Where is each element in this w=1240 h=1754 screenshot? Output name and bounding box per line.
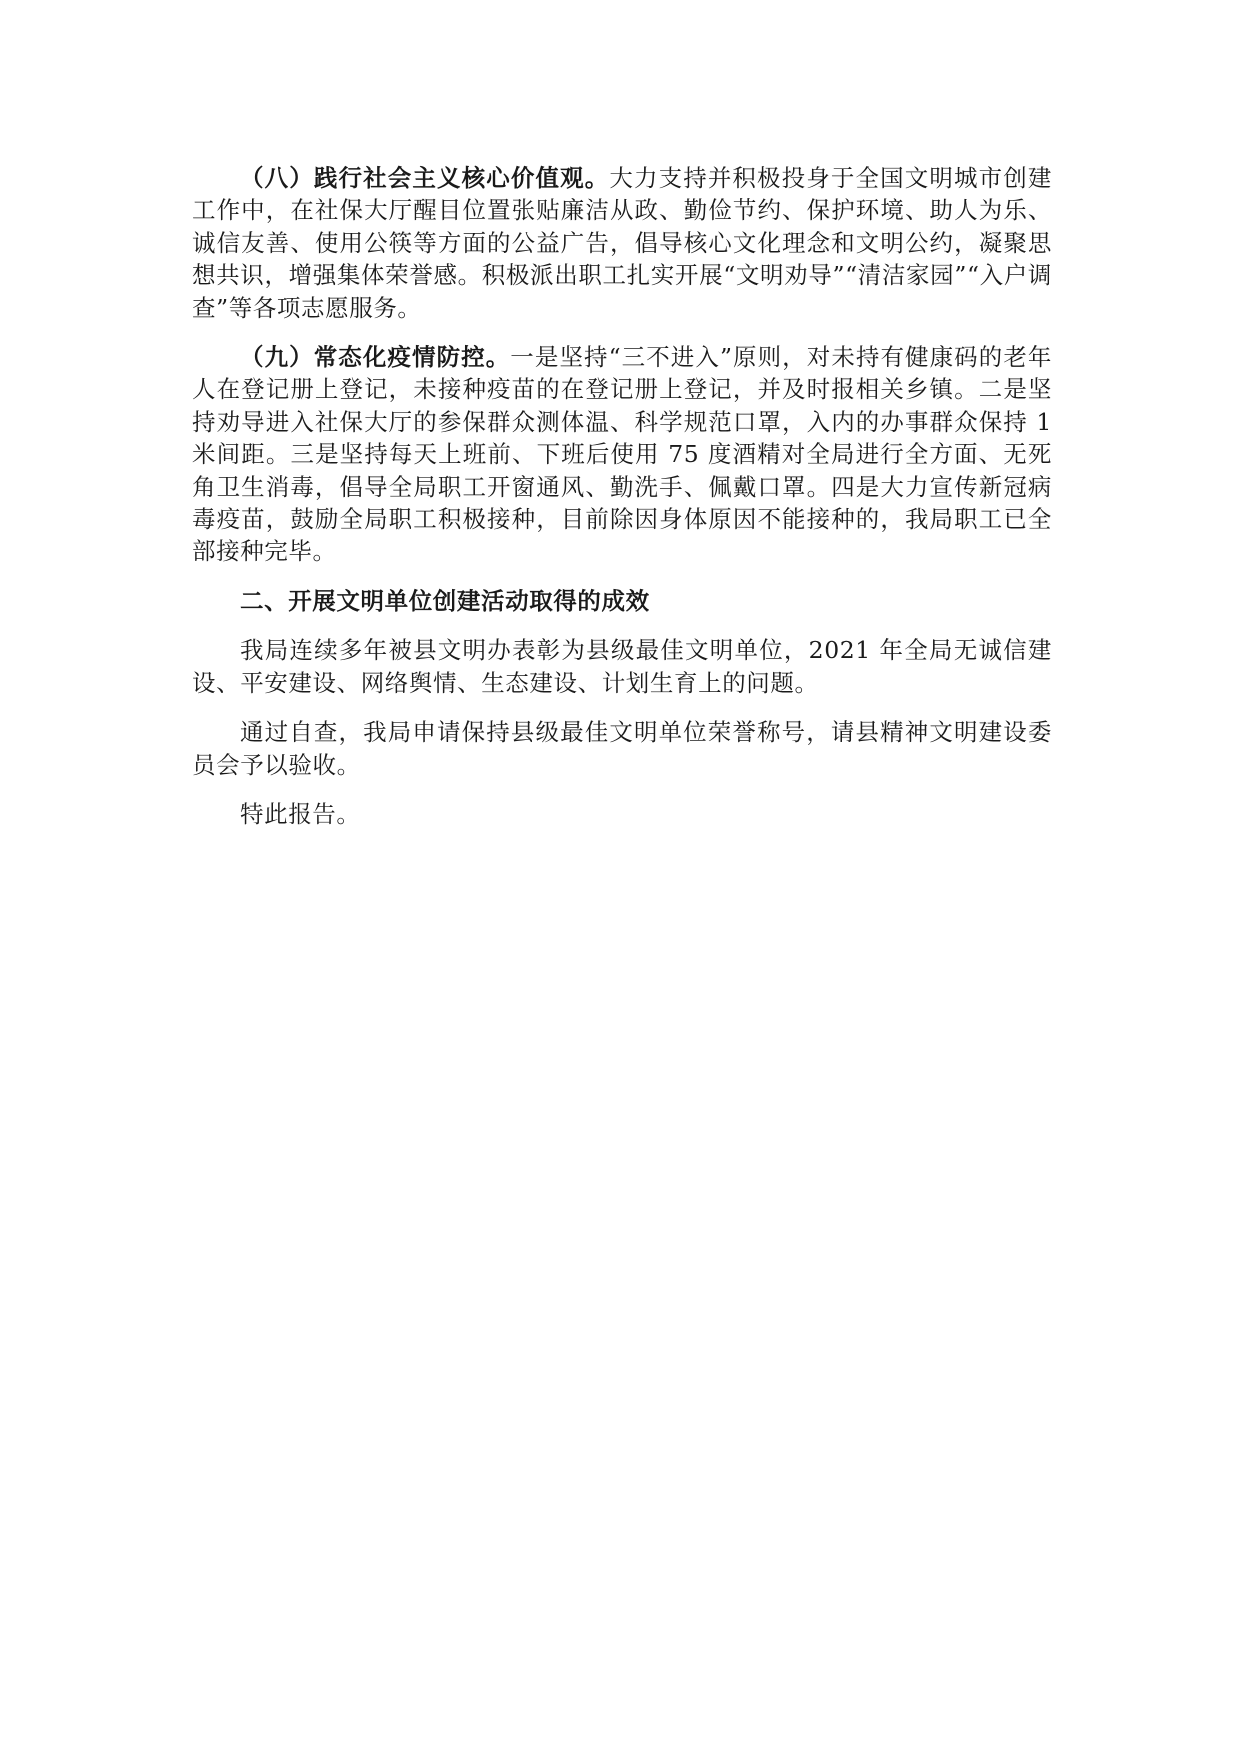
paragraph-lead: （九）常态化疫情防控。 <box>240 343 511 372</box>
paragraph-lead: （八）践行社会主义核心价值观。 <box>240 164 610 192</box>
paragraph-application <box>192 716 1052 781</box>
paragraph-text: 我局连续多年被县文明办表彰为县级最佳文明单位，2021 年全局无诚信建设、平安建设、网络舆情、生态建设、计划生育上的问题。 <box>192 636 1052 697</box>
paragraph-text: 一是坚持“三不进入”原则，对未持有健康码的老年人在登记册上登记，未接种疫苗的在登记册上登记，并及时报相关乡镇。二是坚持劝导进入社保大厅的参保群众测体温、科学规范口罩，入内的办事群众保持 1 米间距。三是坚持每天上班前、下班后使用 75 度酒精对全局进行全方面、无死角卫生消毒，倡导全局职工开窗通风、勤洗手、佩戴口罩。四是大力宣传新冠病毒疫苗，鼓励全局职工积极接种，目前除因身体原因不能接种的，我局职工已全部接种完毕。 <box>192 343 1052 566</box>
section-heading: 二、开展文明单位创建活动取得的成效 <box>240 586 650 615</box>
paragraph-epidemic-control <box>192 341 1052 568</box>
paragraph-closing <box>192 798 1052 830</box>
paragraph-core-values <box>192 162 1052 324</box>
paragraph-text: 特此报告。 <box>240 799 361 828</box>
paragraph-text: 通过自查，我局申请保持县级最佳文明单位荣誉称号，请县精神文明建设委员会予以验收。 <box>192 718 1052 779</box>
paragraph-results <box>192 634 1052 699</box>
document-body <box>192 162 1052 847</box>
paragraph-text: 大力支持并积极投身于全国文明城市创建工作中，在社保大厅醒目位置张贴廉洁从政、勤俭节约、保护环境、助人为乐、诚信友善、使用公筷等方面的公益广告，倡导核心文化理念和文明公约，凝聚思想共识，增强集体荣誉感。积极派出职工扎实开展“文明劝导”“清洁家园”“入户调查”等各项志愿服务。 <box>192 164 1052 322</box>
